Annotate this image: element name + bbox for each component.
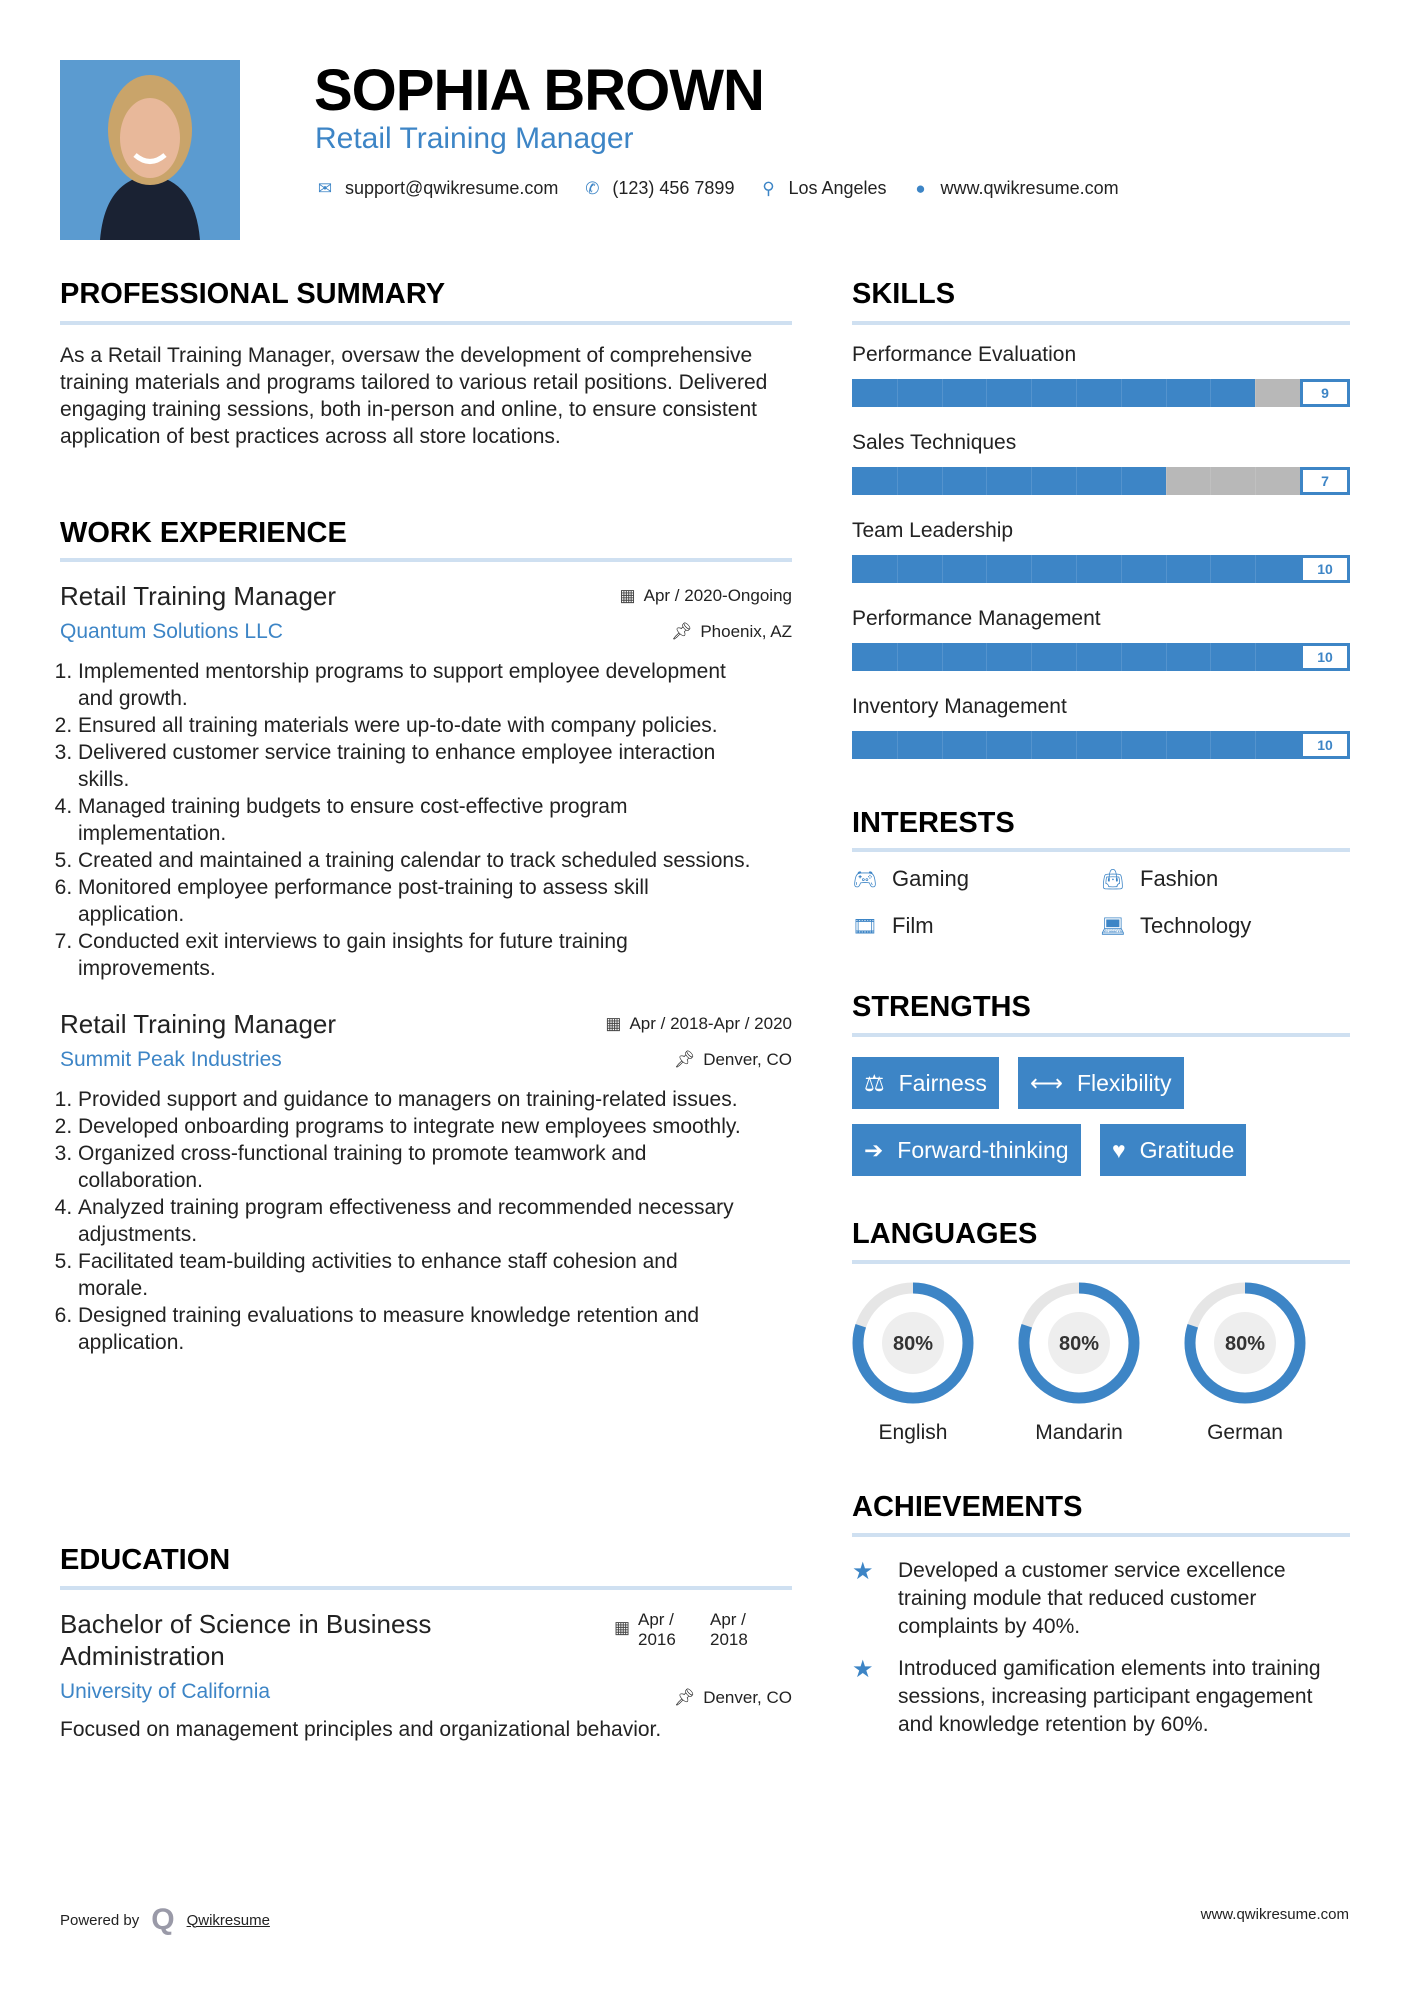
calendar-icon: ▦ [613, 1618, 630, 1637]
achievement-item [852, 1557, 1338, 1641]
skill-bar-segment [1210, 643, 1211, 671]
skill-bar [852, 731, 1350, 759]
skill-bar-segment [1166, 379, 1167, 407]
website-link[interactable]: www.qwikresume.com [940, 178, 1119, 198]
section-divider [852, 1260, 1350, 1264]
pushpin-icon: 📌︎ [670, 622, 693, 641]
section-heading: PROFESSIONAL SUMMARY [60, 278, 446, 310]
section-heading: LANGUAGES [852, 1218, 1038, 1250]
school-name: University of California [60, 1680, 271, 1703]
language-donut [1184, 1282, 1306, 1404]
bullet-item: 5. Facilitated team-building activities to enhance staff cohesion and morale. [78, 1248, 752, 1302]
language-name: Mandarin [1035, 1421, 1123, 1444]
pushpin-icon: 📌︎ [673, 1050, 696, 1069]
skill-score-box [1300, 555, 1350, 583]
strengths-section [852, 989, 1350, 1189]
skill-score: 10 [1303, 646, 1347, 668]
skills-section [852, 276, 1350, 781]
interest-item [1100, 866, 1218, 892]
job-location [674, 1050, 792, 1070]
company-name: Summit Peak Industries [60, 1048, 282, 1071]
bullet-item: 7. Conducted exit interviews to gain insights for future training improvements. [78, 928, 752, 982]
skill-bar-segment [1121, 379, 1122, 407]
location-text: Denver, CO [703, 1050, 792, 1069]
bullet-item: 3. Organized cross-functional training to promote teamwork and collaboration. [78, 1140, 752, 1194]
map-marker-icon: ⚲ [762, 178, 775, 198]
section-divider [852, 1033, 1350, 1037]
bullet-item: 2. Ensured all training materials were up-to-date with company policies. [78, 712, 752, 739]
footer-powered [60, 1903, 270, 1937]
skill-bar-segment [1031, 379, 1032, 407]
skill-bar-segment [986, 555, 987, 583]
job-bullets [60, 1086, 792, 1356]
skill-bar-segment [986, 731, 987, 759]
skill-bar-segment [1076, 555, 1077, 583]
skill-bar-segment [1121, 731, 1122, 759]
powered-by-text: Powered by [60, 1911, 140, 1929]
skill-bar-segment [942, 467, 943, 495]
gamepad-icon: 🎮︎ [852, 868, 878, 891]
heart-icon: ♥ [1112, 1136, 1126, 1163]
job-dates [620, 586, 792, 606]
skill-bar-segment [1031, 731, 1032, 759]
phone-icon: ✆ [585, 178, 600, 198]
strength-badge [852, 1057, 999, 1109]
section-divider [60, 321, 792, 325]
skill-bar-segment [942, 643, 943, 671]
shopping-bag-icon: 👜︎ [1100, 868, 1126, 891]
skill-bar-fill [852, 379, 1255, 407]
interest-label: Film [892, 913, 934, 938]
bullet-item: 4. Analyzed training program effectiveness and recommended necessary adjustments. [78, 1194, 752, 1248]
location-text: Phoenix, AZ [700, 622, 792, 641]
language-name: English [878, 1421, 948, 1444]
brand-link[interactable]: Qwikresume [186, 1911, 270, 1929]
skill-name: Sales Techniques [852, 431, 1017, 454]
skill-bar-fill [852, 467, 1166, 495]
achievement-item [852, 1655, 1338, 1739]
star-icon: ★ [852, 1656, 874, 1683]
bullet-item: 1. Implemented mentorship programs to support employee development and growth. [78, 658, 752, 712]
skill-bar-segment [1166, 555, 1167, 583]
section-divider [852, 321, 1350, 325]
section-heading: INTERESTS [852, 807, 1015, 839]
education-description: Focused on management principles and organizational behavior. [60, 1718, 662, 1741]
skill-name: Performance Evaluation [852, 343, 1077, 366]
envelope-icon: ✉ [317, 178, 333, 198]
company-name: Quantum Solutions LLC [60, 620, 283, 643]
interests-section [852, 805, 1350, 945]
interest-item [852, 866, 969, 892]
job-bullets [60, 658, 792, 982]
skill-bar-segment [1210, 379, 1211, 407]
bullet-item: 5. Created and maintained a training calendar to track scheduled sessions. [78, 847, 752, 874]
globe-icon: ● [915, 178, 926, 198]
section-heading: STRENGTHS [852, 991, 1031, 1023]
bullet-item: 4. Managed training budgets to ensure cost-effective program implementation. [78, 793, 752, 847]
skill-name: Team Leadership [852, 519, 1014, 542]
skill-bar-segment [1076, 643, 1077, 671]
section-heading: ACHIEVEMENTS [852, 1491, 1083, 1523]
skill-bar-segment [1076, 731, 1077, 759]
candidate-name: SOPHIA BROWN [314, 58, 764, 123]
job-title: Retail Training Manager [60, 581, 337, 611]
skill-bar-segment [942, 379, 943, 407]
interest-item [852, 913, 934, 939]
section-divider [60, 1586, 792, 1590]
skill-bar-segment [1031, 643, 1032, 671]
contact-row [315, 178, 1133, 199]
strength-badge [852, 1124, 1081, 1176]
skill-bar-segment [1121, 467, 1122, 495]
section-heading: EDUCATION [60, 1544, 231, 1576]
date-text: Apr / 2018-Apr / 2020 [629, 1014, 792, 1033]
bullet-item: 3. Delivered customer service training to enhance employee interaction skills. [78, 739, 752, 793]
section-heading: WORK EXPERIENCE [60, 517, 347, 549]
pushpin-icon: 📌︎ [673, 1688, 696, 1707]
skill-bar-segment [897, 379, 898, 407]
education-section [60, 1542, 792, 1743]
strength-label: Forward-thinking [897, 1136, 1069, 1163]
skill-bar-segment [1255, 643, 1256, 671]
languages-section [852, 1216, 1350, 1456]
strength-label: Gratitude [1139, 1136, 1235, 1163]
skill-score-box [1300, 731, 1350, 759]
location-text: Denver, CO [703, 1688, 792, 1707]
degree-title: Bachelor of Science in Business Administration [60, 1609, 432, 1671]
email-link[interactable]: support@qwikresume.com [345, 178, 559, 198]
summary-text: As a Retail Training Manager, oversaw the development of comprehensive training materials and programs tailored to various retail positions. Delivered engaging training sessions, both in-person and online, to ensure consistent application of best practices across all store locations. [60, 344, 768, 448]
strength-badge [1018, 1057, 1184, 1109]
skill-bar [852, 555, 1350, 583]
skill-score-box [1300, 643, 1350, 671]
location-text: Los Angeles [788, 178, 887, 198]
skill-bar-segment [986, 467, 987, 495]
arrows-h-icon: ⟷ [1030, 1069, 1063, 1096]
end-date: Apr / 2018 [710, 1610, 748, 1649]
education-dates [614, 1610, 762, 1650]
skill-bar [852, 379, 1350, 407]
section-divider [852, 848, 1350, 852]
skill-bar-segment [1210, 467, 1211, 495]
summary-section [60, 276, 792, 450]
skill-bar-segment [1121, 555, 1122, 583]
interest-item [1100, 913, 1251, 939]
skill-score: 7 [1303, 470, 1347, 492]
bullet-item: 6. Monitored employee performance post-training to assess skill application. [78, 874, 752, 928]
language-item [1184, 1282, 1306, 1445]
star-icon: ★ [852, 1558, 874, 1585]
skill-bar [852, 467, 1350, 495]
calendar-icon: ▦ [619, 586, 636, 605]
strength-label: Flexibility [1076, 1069, 1172, 1096]
language-percent: 80% [1224, 1333, 1266, 1355]
phone-text: (123) 456 7899 [612, 178, 735, 198]
skill-bar-segment [897, 555, 898, 583]
arrow-right-icon: ➔ [864, 1136, 884, 1163]
language-donut [852, 1282, 974, 1404]
skill-bar-segment [1121, 643, 1122, 671]
skill-bar-segment [1210, 555, 1211, 583]
achievements-section [852, 1489, 1350, 1789]
skill-bar-segment [1076, 467, 1077, 495]
achievement-text: Introduced gamification elements into training sessions, increasing participant engagement and knowledge retention by 60%. [898, 1657, 1321, 1736]
experience-section [60, 515, 792, 1356]
skill-bar-segment [1031, 555, 1032, 583]
skill-bar-segment [897, 731, 898, 759]
language-item [852, 1282, 974, 1445]
bullet-item: 6. Designed training evaluations to measure knowledge retention and application. [78, 1302, 752, 1356]
skill-bar-segment [1166, 643, 1167, 671]
bullet-item: 2. Developed onboarding programs to integrate new employees smoothly. [78, 1113, 752, 1140]
section-divider [60, 558, 792, 562]
date-text: Apr / 2020-Ongoing [643, 586, 792, 605]
achievement-text: Developed a customer service excellence training module that reduced customer complaints by 40%. [898, 1559, 1286, 1638]
skill-bar-segment [897, 643, 898, 671]
job-location [671, 622, 792, 642]
film-icon: 🎞︎ [852, 915, 878, 938]
language-name: German [1207, 1421, 1283, 1444]
section-heading: SKILLS [852, 278, 956, 310]
strength-badge [1100, 1124, 1246, 1176]
language-item [1018, 1282, 1140, 1445]
skill-bar-segment [986, 643, 987, 671]
skill-score: 10 [1303, 558, 1347, 580]
education-location [674, 1688, 792, 1708]
skill-score-box [1300, 379, 1350, 407]
profile-photo [60, 60, 240, 240]
language-percent: 80% [892, 1333, 934, 1355]
language-donut [1018, 1282, 1140, 1404]
qwikresume-logo-icon: Q [151, 1903, 175, 1936]
interest-label: Gaming [892, 866, 970, 891]
job-entry [60, 1008, 792, 1356]
skill-bar [852, 643, 1350, 671]
skill-name: Inventory Management [852, 695, 1067, 718]
skill-bar-segment [897, 467, 898, 495]
calendar-icon: ▦ [605, 1014, 622, 1033]
skill-name: Performance Management [852, 607, 1101, 630]
start-date: Apr / 2016 [638, 1610, 676, 1649]
laptop-icon: 💻︎ [1100, 915, 1126, 938]
interest-label: Fashion [1140, 866, 1219, 891]
candidate-title: Retail Training Manager [315, 122, 634, 155]
job-dates [605, 1014, 792, 1034]
skill-score-box [1300, 467, 1350, 495]
skill-bar-segment [1031, 467, 1032, 495]
skill-bar-segment [1255, 379, 1256, 407]
interest-label: Technology [1140, 913, 1252, 938]
job-title: Retail Training Manager [60, 1009, 337, 1039]
bullet-item: 1. Provided support and guidance to managers on training-related issues. [78, 1086, 752, 1113]
strength-label: Fairness [898, 1069, 987, 1096]
section-divider [852, 1533, 1350, 1537]
skill-bar-segment [986, 379, 987, 407]
balance-scale-icon: ⚖ [864, 1069, 885, 1096]
skill-bar-segment [1166, 731, 1167, 759]
skill-bar-segment [1210, 731, 1211, 759]
skill-score: 9 [1303, 382, 1347, 404]
skill-score: 10 [1303, 734, 1347, 756]
skill-bar-segment [942, 731, 943, 759]
footer-website[interactable]: www.qwikresume.com [1200, 1906, 1349, 1923]
skill-bar-segment [1255, 731, 1256, 759]
skill-bar-segment [942, 555, 943, 583]
skill-bar-segment [1076, 379, 1077, 407]
skill-bar-segment [1166, 467, 1167, 495]
skill-bar-segment [1255, 555, 1256, 583]
job-entry [60, 580, 792, 982]
skill-bar-segment [1255, 467, 1256, 495]
language-percent: 80% [1058, 1333, 1100, 1355]
